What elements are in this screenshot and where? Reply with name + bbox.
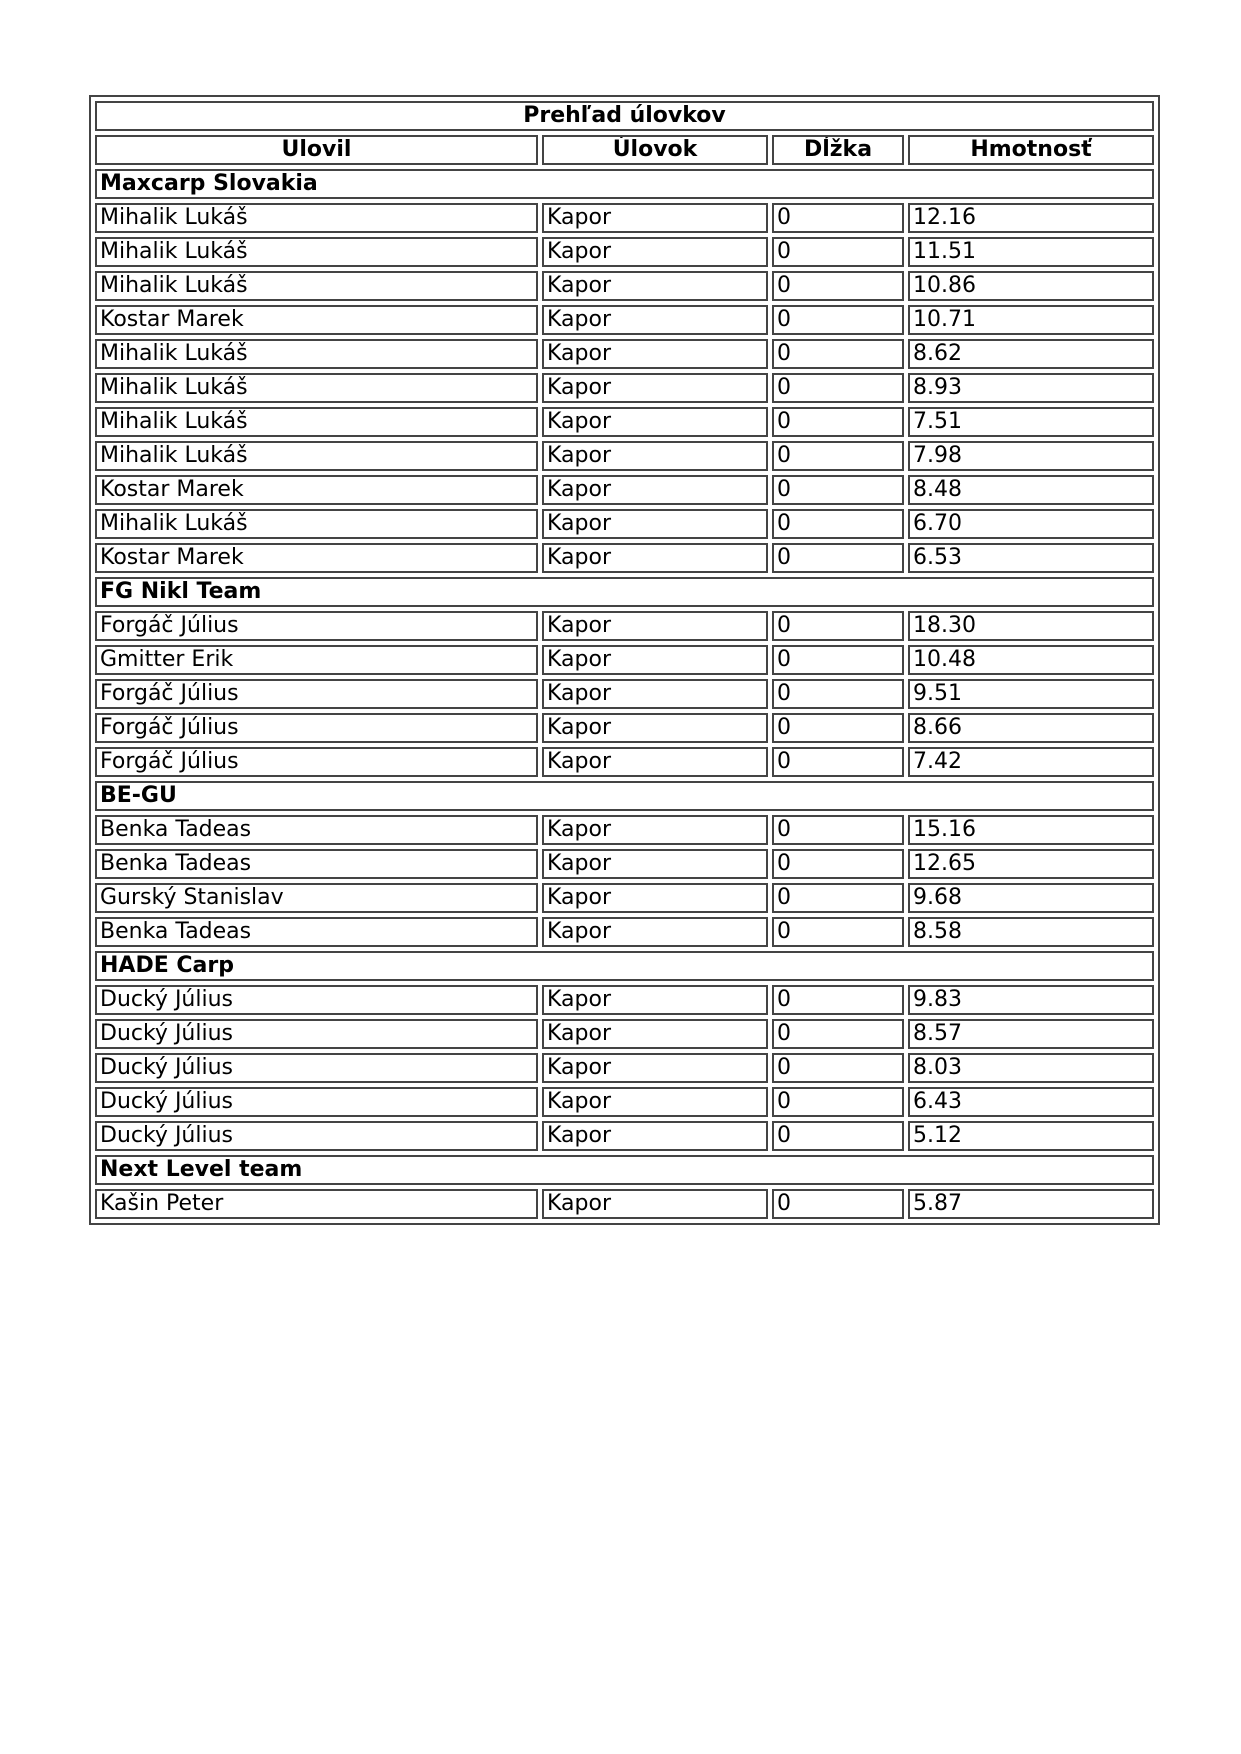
- caught-by-cell: Mihalik Lukáš: [95, 509, 538, 539]
- catch-cell: Kapor: [542, 475, 768, 505]
- length-cell: 0: [772, 917, 904, 947]
- weight-cell: 6.43: [908, 1087, 1154, 1117]
- weight-cell: 8.66: [908, 713, 1154, 743]
- catch-cell: Kapor: [542, 271, 768, 301]
- caught-by-cell: Ducký Július: [95, 1053, 538, 1083]
- caught-by-cell: Forgáč Július: [95, 679, 538, 709]
- weight-cell: 18.30: [908, 611, 1154, 641]
- catch-cell: Kapor: [542, 407, 768, 437]
- weight-cell: 8.93: [908, 373, 1154, 403]
- catch-cell: Kapor: [542, 849, 768, 879]
- table-row: [95, 1189, 1154, 1219]
- weight-cell: 8.48: [908, 475, 1154, 505]
- table-row: [95, 441, 1154, 471]
- weight-cell: 6.53: [908, 543, 1154, 573]
- weight-cell: 11.51: [908, 237, 1154, 267]
- table-row: [95, 373, 1154, 403]
- catch-cell: Kapor: [542, 1087, 768, 1117]
- table-row: [95, 679, 1154, 709]
- caught-by-cell: Mihalik Lukáš: [95, 271, 538, 301]
- catch-cell: Kapor: [542, 203, 768, 233]
- caught-by-cell: Forgáč Július: [95, 611, 538, 641]
- caught-by-cell: Mihalik Lukáš: [95, 203, 538, 233]
- table-row: [95, 203, 1154, 233]
- catch-cell: Kapor: [542, 1189, 768, 1219]
- table-row: [95, 271, 1154, 301]
- catch-cell: Kapor: [542, 373, 768, 403]
- table-row: [95, 509, 1154, 539]
- caught-by-cell: Benka Tadeas: [95, 849, 538, 879]
- length-cell: 0: [772, 883, 904, 913]
- team-row: [95, 577, 1154, 607]
- team-row: [95, 1155, 1154, 1185]
- catch-cell: Kapor: [542, 339, 768, 369]
- weight-cell: 9.83: [908, 985, 1154, 1015]
- team-row: [95, 951, 1154, 981]
- caught-by-cell: Mihalik Lukáš: [95, 407, 538, 437]
- table-row: [95, 713, 1154, 743]
- length-cell: 0: [772, 1087, 904, 1117]
- length-cell: 0: [772, 203, 904, 233]
- length-cell: 0: [772, 271, 904, 301]
- caught-by-cell: Ducký Július: [95, 985, 538, 1015]
- caught-by-cell: Ducký Július: [95, 1087, 538, 1117]
- weight-cell: 8.03: [908, 1053, 1154, 1083]
- length-cell: 0: [772, 237, 904, 267]
- length-cell: 0: [772, 1019, 904, 1049]
- caught-by-cell: Ducký Július: [95, 1121, 538, 1151]
- catch-cell: Kapor: [542, 305, 768, 335]
- weight-cell: 6.70: [908, 509, 1154, 539]
- catch-cell: Kapor: [542, 917, 768, 947]
- catch-cell: Kapor: [542, 1053, 768, 1083]
- catch-cell: Kapor: [542, 815, 768, 845]
- weight-cell: 12.65: [908, 849, 1154, 879]
- weight-cell: 7.42: [908, 747, 1154, 777]
- weight-cell: 5.87: [908, 1189, 1154, 1219]
- caught-by-cell: Kašin Peter: [95, 1189, 538, 1219]
- catch-cell: Kapor: [542, 985, 768, 1015]
- column-header-catch: Úlovok: [542, 135, 768, 165]
- caught-by-cell: Mihalik Lukáš: [95, 237, 538, 267]
- table-row: [95, 747, 1154, 777]
- weight-cell: 8.57: [908, 1019, 1154, 1049]
- length-cell: 0: [772, 611, 904, 641]
- table-row: [95, 543, 1154, 573]
- caught-by-cell: Gurský Stanislav: [95, 883, 538, 913]
- length-cell: 0: [772, 713, 904, 743]
- team-name: BE-GU: [95, 781, 1154, 811]
- length-cell: 0: [772, 543, 904, 573]
- length-cell: 0: [772, 679, 904, 709]
- team-row: [95, 781, 1154, 811]
- catch-cell: Kapor: [542, 645, 768, 675]
- length-cell: 0: [772, 1121, 904, 1151]
- length-cell: 0: [772, 441, 904, 471]
- catch-cell: Kapor: [542, 543, 768, 573]
- length-cell: 0: [772, 305, 904, 335]
- caught-by-cell: Mihalik Lukáš: [95, 339, 538, 369]
- length-cell: 0: [772, 645, 904, 675]
- table-row: [95, 815, 1154, 845]
- caught-by-cell: Benka Tadeas: [95, 815, 538, 845]
- caught-by-cell: Gmitter Erik: [95, 645, 538, 675]
- column-header-weight: Hmotnosť: [908, 135, 1154, 165]
- caught-by-cell: Kostar Marek: [95, 475, 538, 505]
- weight-cell: 9.51: [908, 679, 1154, 709]
- table-row: [95, 407, 1154, 437]
- length-cell: 0: [772, 339, 904, 369]
- table-row: [95, 475, 1154, 505]
- title-row: [95, 101, 1154, 131]
- caught-by-cell: Mihalik Lukáš: [95, 441, 538, 471]
- length-cell: 0: [772, 985, 904, 1015]
- length-cell: 0: [772, 475, 904, 505]
- weight-cell: 8.62: [908, 339, 1154, 369]
- weight-cell: 12.16: [908, 203, 1154, 233]
- table-row: [95, 237, 1154, 267]
- length-cell: 0: [772, 373, 904, 403]
- table-row: [95, 1053, 1154, 1083]
- catch-cell: Kapor: [542, 679, 768, 709]
- team-name: Maxcarp Slovakia: [95, 169, 1154, 199]
- team-name: HADE Carp: [95, 951, 1154, 981]
- table-row: [95, 849, 1154, 879]
- table-row: [95, 1087, 1154, 1117]
- caught-by-cell: Ducký Július: [95, 1019, 538, 1049]
- length-cell: 0: [772, 509, 904, 539]
- caught-by-cell: Mihalik Lukáš: [95, 373, 538, 403]
- weight-cell: 15.16: [908, 815, 1154, 845]
- table-row: [95, 645, 1154, 675]
- length-cell: 0: [772, 815, 904, 845]
- table-row: [95, 611, 1154, 641]
- catch-cell: Kapor: [542, 237, 768, 267]
- team-row: [95, 169, 1154, 199]
- table-row: [95, 1019, 1154, 1049]
- weight-cell: 5.12: [908, 1121, 1154, 1151]
- weight-cell: 8.58: [908, 917, 1154, 947]
- team-name: Next Level team: [95, 1155, 1154, 1185]
- table-row: [95, 305, 1154, 335]
- weight-cell: 7.98: [908, 441, 1154, 471]
- table-row: [95, 339, 1154, 369]
- catch-overview-table: [89, 95, 1160, 1225]
- table-row: [95, 985, 1154, 1015]
- table-body: [95, 169, 1154, 1219]
- table-row: [95, 917, 1154, 947]
- table-head: [95, 101, 1154, 165]
- catch-cell: Kapor: [542, 441, 768, 471]
- weight-cell: 10.86: [908, 271, 1154, 301]
- weight-cell: 9.68: [908, 883, 1154, 913]
- caught-by-cell: Benka Tadeas: [95, 917, 538, 947]
- table-row: [95, 883, 1154, 913]
- table-title: Prehľad úlovkov: [95, 101, 1154, 131]
- caught-by-cell: Kostar Marek: [95, 305, 538, 335]
- length-cell: 0: [772, 407, 904, 437]
- column-header-length: Dĺžka: [772, 135, 904, 165]
- weight-cell: 7.51: [908, 407, 1154, 437]
- length-cell: 0: [772, 1053, 904, 1083]
- catch-cell: Kapor: [542, 611, 768, 641]
- team-name: FG Nikl Team: [95, 577, 1154, 607]
- caught-by-cell: Kostar Marek: [95, 543, 538, 573]
- length-cell: 0: [772, 1189, 904, 1219]
- catch-cell: Kapor: [542, 747, 768, 777]
- catch-cell: Kapor: [542, 509, 768, 539]
- length-cell: 0: [772, 849, 904, 879]
- weight-cell: 10.71: [908, 305, 1154, 335]
- length-cell: 0: [772, 747, 904, 777]
- caught-by-cell: Forgáč Július: [95, 713, 538, 743]
- header-row: [95, 135, 1154, 165]
- catch-cell: Kapor: [542, 1019, 768, 1049]
- catch-cell: Kapor: [542, 713, 768, 743]
- caught-by-cell: Forgáč Július: [95, 747, 538, 777]
- table-row: [95, 1121, 1154, 1151]
- column-header-caught-by: Ulovil: [95, 135, 538, 165]
- catch-cell: Kapor: [542, 1121, 768, 1151]
- weight-cell: 10.48: [908, 645, 1154, 675]
- catch-cell: Kapor: [542, 883, 768, 913]
